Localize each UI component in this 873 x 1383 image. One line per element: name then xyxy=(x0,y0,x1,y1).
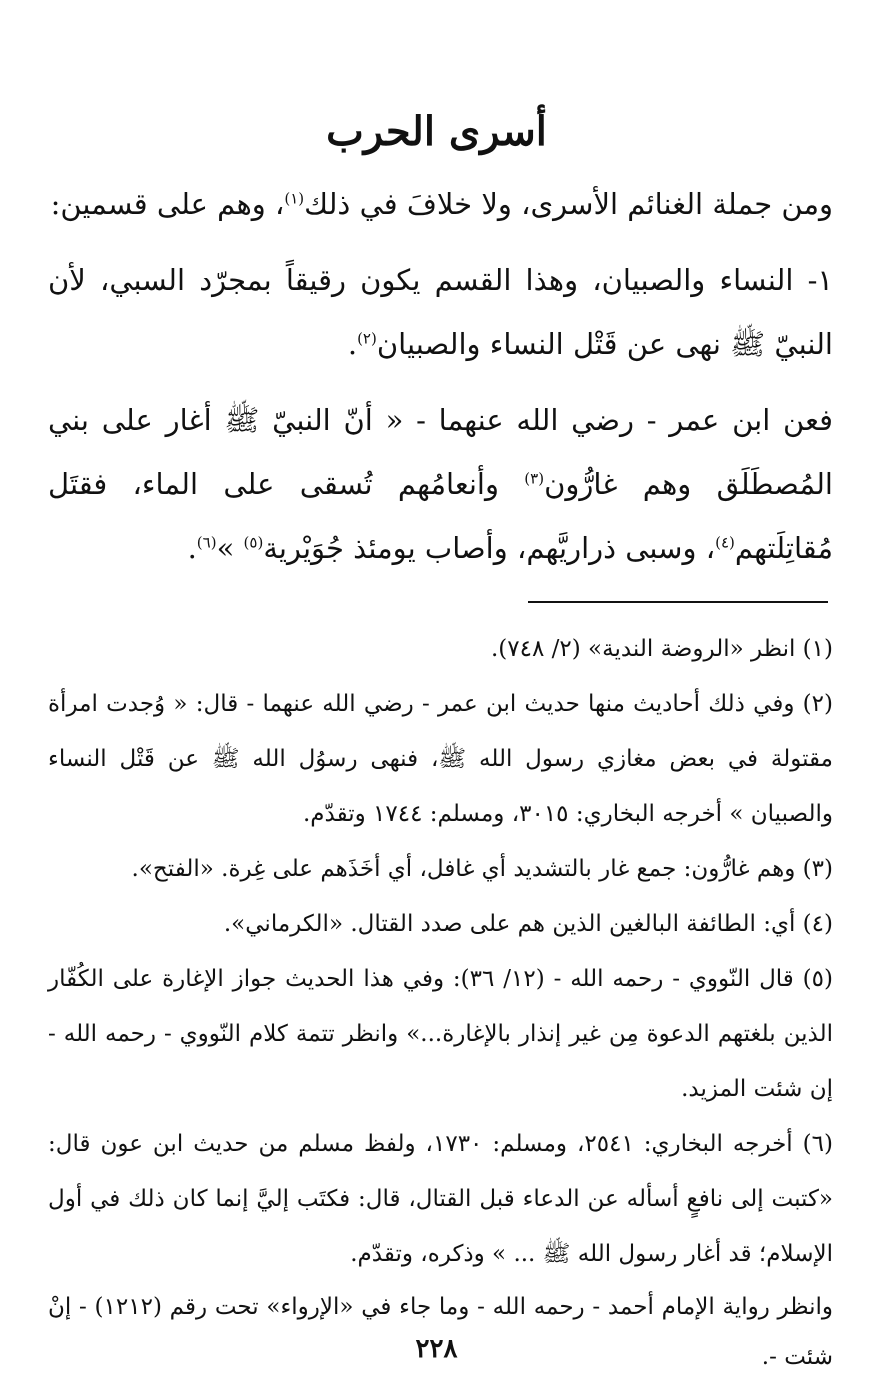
page-number: ٢٢٨ xyxy=(415,1334,458,1364)
footnote-3: (٣) وهم غارُّون: جمع غار بالتشديد أي غافل، أي أخَذَهم على غِرة. «الفتح». xyxy=(131,856,833,882)
footnote-2: (٢) وفي ذلك أحاديث منها حديث ابن عمر - رضي الله عنهما - قال: « وُجدت امرأة مقتولة في بعض مغازي رسول الله ﷺ، فنهى رسوُل الله ﷺ عن قَتْل النساء والصبيان » أخرجه البخاري: ٣٠١٥، ومسلم: ١٧٤٤ وتقدّم. xyxy=(48,691,833,827)
chapter-title: أسرى الحرب xyxy=(326,108,547,155)
footnote-4: (٤) أي: الطائفة البالغين الذين هم على صدد القتال. «الكرماني». xyxy=(223,911,833,937)
footnote-6: (٦) أخرجه البخاري: ٢٥٤١، ومسلم: ١٧٣٠، ولفظ مسلم من حديث ابن عون قال: «كتبت إلى نافعٍ أسأله عن الدعاء قبل القتال، قال: فكتَب إليَّ إنما كان ذلك في أول الإسلام؛ قد أغار رسول الله ﷺ ... » وذكره، وتقدّم. xyxy=(48,1131,833,1267)
paragraph-3-text-a: فعن ابن عمر - رضي الله عنهما - « أنّ النبيّ ﷺ أغار على بني المُصطَلَق وهم غارُّون xyxy=(48,403,833,501)
footnote-divider xyxy=(528,601,828,603)
footnote-ref-6: (٦) xyxy=(196,533,217,552)
footnote-6-continuation: وانظر رواية الإمام أحمد - رحمه الله - وما جاء في «الإرواء» تحت رقم (١٢١٢) - إنْ شئت -. xyxy=(48,1294,833,1370)
paragraph-2-text: ١- النساء والصبيان، وهذا القسم يكون رقيقاً بمجرّد السبي، لأن النبيّ ﷺ نهى عن قَتْل النساء والصبيان xyxy=(48,263,833,361)
footnote-ref-1: (١) xyxy=(284,189,305,208)
footnote-1: (١) انظر «الروضة الندية» (٢/ ٧٤٨). xyxy=(490,636,833,662)
paragraph-1-text-end: ، وهم على قسمين: xyxy=(50,187,285,221)
paragraph-3-text-e: . xyxy=(187,531,197,565)
paragraph-2 xyxy=(48,248,833,376)
paragraph-3-text-b: وأنعامُهم تُسقى على الماء، فقتَل مُقاتِلَتهم xyxy=(48,467,833,565)
footnotes xyxy=(48,622,833,1382)
footnote-ref-3: (٣) xyxy=(524,469,545,488)
main-text xyxy=(48,172,833,580)
footnote-ref-2: (٢) xyxy=(357,329,377,348)
paragraph-3-text-c: ، وسبى ذراريَّهم، وأصاب يومئذ جُوَيْرية xyxy=(263,531,716,565)
footnote-ref-4: (٤) xyxy=(715,533,735,552)
footnote-5: (٥) قال النّووي - رحمه الله - (١٢/ ٣٦): وفي هذا الحديث جواز الإغارة على الكُفّار الذين بلغتهم الدعوة مِن غير إنذار بالإغارة...» وانظر تتمة كلام النّووي - رحمه الله - إن شئت المزيد. xyxy=(48,966,833,1102)
paragraph-3 xyxy=(48,388,833,580)
paragraph-1 xyxy=(48,172,833,236)
paragraph-2-text-end: . xyxy=(347,327,358,361)
footnote-ref-5: (٥) xyxy=(243,533,264,552)
paragraph-3-text-d: » xyxy=(216,531,244,565)
paragraph-1-text: ومن جملة الغنائم الأسرى، ولا خلافَ في ذلك xyxy=(304,187,833,221)
